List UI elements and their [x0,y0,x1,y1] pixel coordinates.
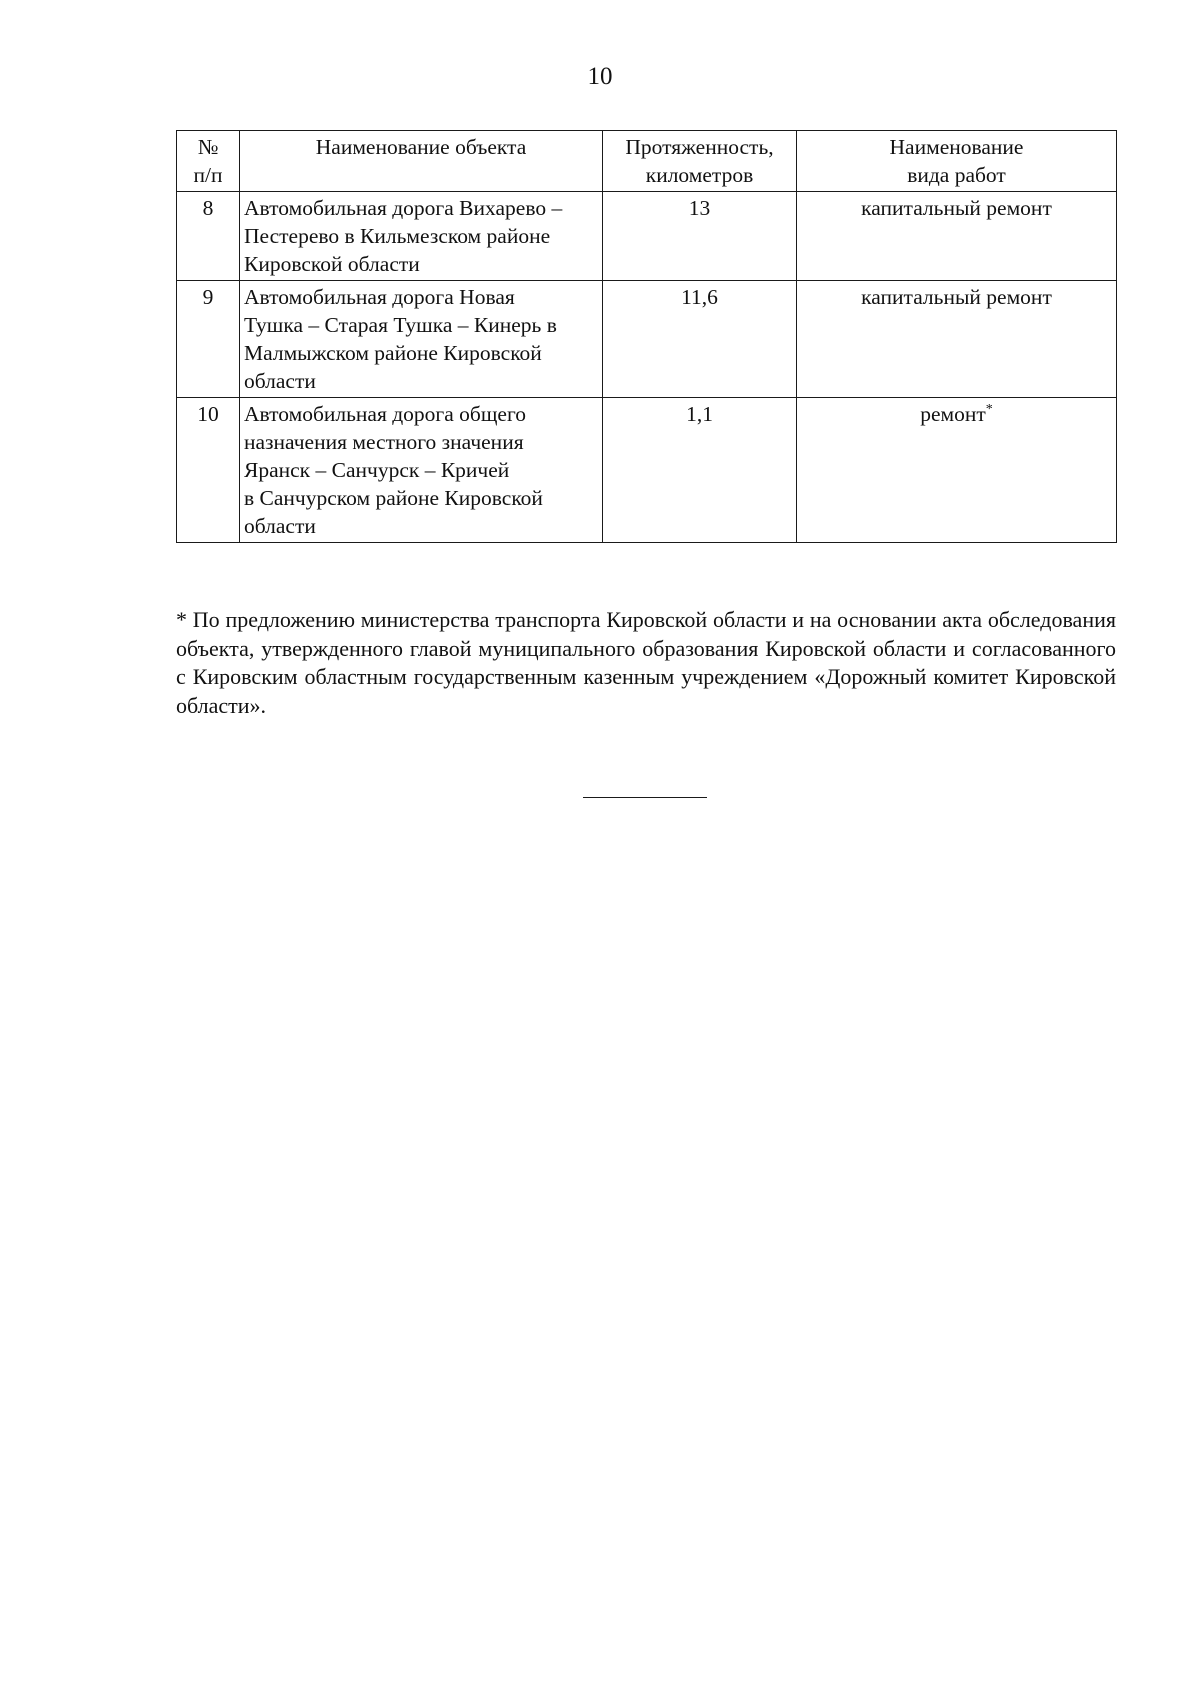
header-number-line2: п/п [193,163,223,187]
header-length-line1: Протяженность, [625,135,774,159]
closing-divider [583,797,707,798]
row-number: 10 [177,398,240,543]
work-type-text: капитальный ремонт [861,285,1052,309]
table-row [177,398,1117,543]
header-object-name-line1: Наименование объекта [315,135,527,159]
header-number-line1: № [197,135,219,159]
object-name-line: Автомобильная дорога общего [244,402,526,426]
row-object-name [240,398,603,543]
works-table [176,130,1117,543]
row-work-type [797,398,1117,543]
header-length-line2: километров [645,163,754,187]
row-work-type [797,192,1117,281]
header-length [603,131,797,192]
footnote-text: * По предложению министерства транспорта Кировской области и на основании акта обследования объекта, утвержденного главой муниципального образования Кировской области и согласованного с Кировским областным государственным казенным учреждением «Дорожный комитет Кировской области». [176,607,1116,718]
object-name-line: области [244,514,316,538]
object-name-line: в Санчурском районе Кировской [244,486,543,510]
header-object-name [240,131,603,192]
object-name-line: Автомобильная дорога Вихарево – [244,196,563,220]
page-number: 10 [587,63,613,90]
footnote-marker: * [985,401,993,417]
table-header-row [177,131,1117,192]
row-object-name [240,281,603,398]
header-work-type-line1: Наименование [889,135,1024,159]
object-name-line: Тушка – Старая Тушка – Кинерь в [244,313,557,337]
table-row [177,192,1117,281]
header-number [177,131,240,192]
row-object-name [240,192,603,281]
table-row [177,281,1117,398]
row-length: 13 [603,192,797,281]
object-name-line: Пестерево в Кильмезском районе [244,224,551,248]
object-name-line: Кировской области [244,252,420,276]
header-work-type-line2: вида работ [907,163,1006,187]
object-name-line: Автомобильная дорога Новая [244,285,515,309]
row-length: 1,1 [603,398,797,543]
row-length: 11,6 [603,281,797,398]
object-name-line: Малмыжском районе Кировской [244,341,542,365]
object-name-line: области [244,369,316,393]
work-type-text: капитальный ремонт [861,196,1052,220]
row-work-type [797,281,1117,398]
object-name-line: назначения местного значения [244,430,524,454]
row-number: 9 [177,281,240,398]
object-name-line: Яранск – Санчурск – Кричей [244,458,510,482]
row-number: 8 [177,192,240,281]
work-type-text: ремонт [920,402,986,426]
header-work-type [797,131,1117,192]
